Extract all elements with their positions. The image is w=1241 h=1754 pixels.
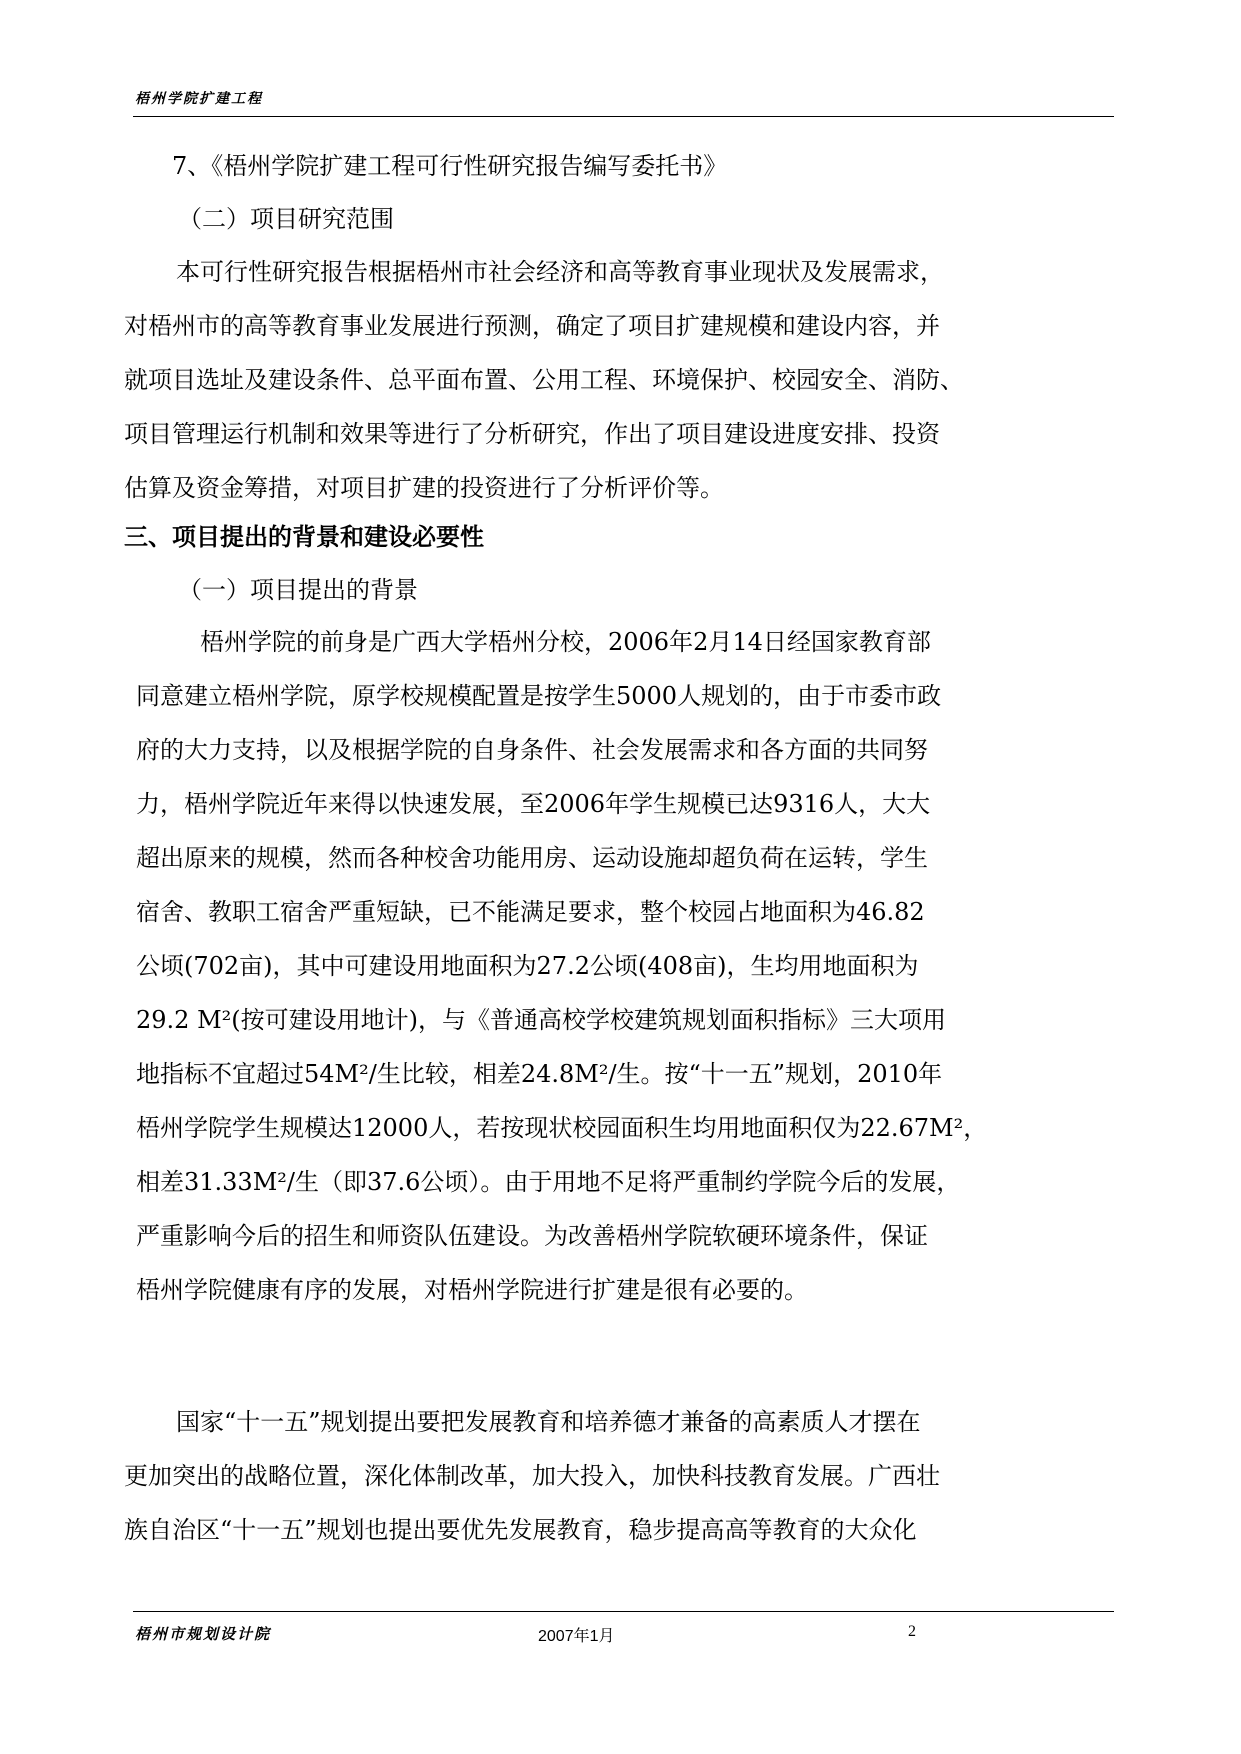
reference-item-7: 7、《梧州学院扩建工程可行性研究报告编写委托书》: [172, 152, 728, 180]
paragraph-background: [136, 622, 1110, 1324]
paragraph-line: 公顷(702亩)，其中可建设用地面积为27.2公顷(408亩)，生均用地面积为: [136, 952, 919, 980]
footer-rule: [133, 1611, 1114, 1612]
paragraph-line: 估算及资金筹措，对项目扩建的投资进行了分析评价等。: [124, 474, 724, 502]
subheading-research-scope: （二）项目研究范围: [178, 205, 394, 233]
section-heading-3: 三、项目提出的背景和建设必要性: [124, 523, 484, 551]
paragraph-national-plan: [124, 1402, 1110, 1564]
paragraph-line: 梧州学院健康有序的发展，对梧州学院进行扩建是很有必要的。: [136, 1276, 808, 1304]
paragraph-line: 地指标不宜超过54M²/生比较，相差24.8M²/生。按“十一五”规划，2010年: [136, 1060, 943, 1088]
paragraph-line: 超出原来的规模，然而各种校舍功能用房、运动设施却超负荷在运转，学生: [136, 844, 928, 872]
paragraph-line: 梧州学院的前身是广西大学梧州分校，2006年2月14日经国家教育部: [200, 628, 931, 656]
paragraph-line: 府的大力支持，以及根据学院的自身条件、社会发展需求和各方面的共同努: [136, 736, 928, 764]
paragraph-line: 项目管理运行机制和效果等进行了分析研究，作出了项目建设进度安排、投资: [124, 420, 940, 448]
paragraph-line: 国家“十一五”规划提出要把发展教育和培养德才兼备的高素质人才摆在: [176, 1408, 921, 1436]
paragraph-line: 本可行性研究报告根据梧州市社会经济和高等教育事业现状及发展需求，: [176, 258, 944, 286]
footer-organization: 梧州市规划设计院: [135, 1625, 272, 1643]
paragraph-line: 力，梧州学院近年来得以快速发展，至2006年学生规模已达9316人，大大: [136, 790, 931, 818]
paragraph-line: 29.2 M²(按可建设用地计)，与《普通高校学校建筑规划面积指标》三大项用: [136, 1006, 946, 1034]
footer-date: 2007年1月: [538, 1628, 615, 1645]
paragraph-line: 族自治区“十一五”规划也提出要优先发展教育，稳步提高高等教育的大众化: [124, 1516, 917, 1544]
paragraph-line: 更加突出的战略位置，深化体制改革，加大投入，加快科技教育发展。广西壮: [124, 1462, 940, 1490]
subheading-background: （一）项目提出的背景: [178, 576, 418, 604]
paragraph-line: 同意建立梧州学院，原学校规模配置是按学生5000人规划的，由于市委市政: [136, 682, 942, 710]
header-rule: [133, 116, 1114, 117]
paragraph-line: 严重影响今后的招生和师资队伍建设。为改善梧州学院软硬环境条件，保证: [136, 1222, 928, 1250]
paragraph-line: 梧州学院学生规模达12000人，若按现状校园面积生均用地面积仅为22.67M²，: [136, 1114, 988, 1142]
paragraph-line: 对梧州市的高等教育事业发展进行预测，确定了项目扩建规模和建设内容，并: [124, 312, 940, 340]
page-number: 2: [908, 1623, 916, 1640]
running-header: 梧州学院扩建工程: [135, 91, 263, 107]
paragraph-line: 相差31.33M²/生（即37.6公顷）。由于用地不足将严重制约学院今后的发展，: [136, 1168, 961, 1196]
paragraph-line: 就项目选址及建设条件、总平面布置、公用工程、环境保护、校园安全、消防、: [124, 366, 964, 394]
paragraph-research-scope: [124, 252, 1110, 522]
paragraph-line: 宿舍、教职工宿舍严重短缺，已不能满足要求，整个校园占地面积为46.82: [136, 898, 925, 926]
